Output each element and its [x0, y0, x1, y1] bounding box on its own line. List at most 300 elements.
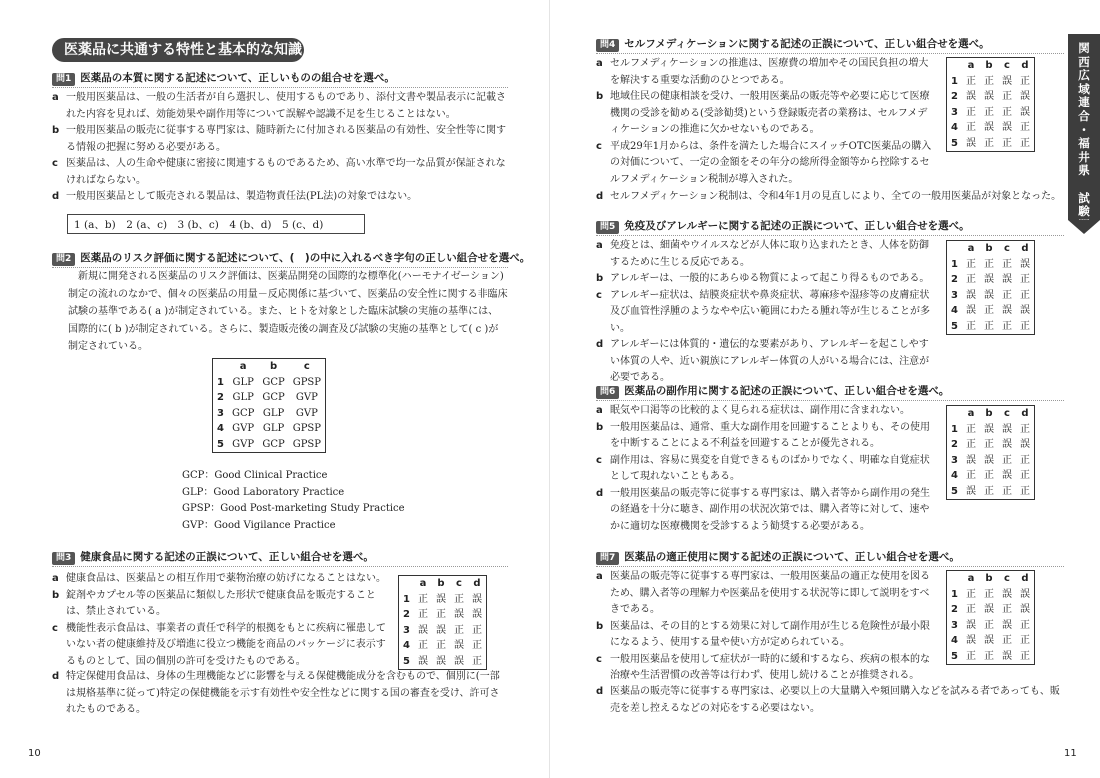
table-cell: 正	[435, 609, 446, 620]
question-4	[596, 36, 1064, 54]
question-7	[596, 549, 1064, 567]
statement-d: d アレルギーには体質的・遺伝的な要素があり、アレルギーを起こしやすい体質の人や、近い親族にアレルギー体質の人がいる場合には、注意が必要である。	[596, 339, 930, 383]
table-cell: 正	[1001, 635, 1012, 646]
table-cell: 誤	[983, 91, 994, 102]
side-tab-char: 験	[1078, 204, 1090, 219]
statement-b: b 一般用医薬品の販売に従事する専門家は、随時新たに付加される医薬品の有効性、安全性等に関する情報の把握に努める必要がある。	[52, 125, 506, 153]
column-header: b	[985, 60, 993, 71]
table-cell: GPSP	[292, 438, 322, 450]
question-header	[596, 383, 1064, 401]
answer-choices: 1 (a、b) 2 (a、c) 3 (b、c) 4 (b、d) 5 (c、d)	[67, 214, 365, 234]
question-1	[52, 70, 508, 206]
table-row	[947, 288, 1035, 304]
option-number: 1	[951, 75, 958, 87]
table-cell: GPSP	[292, 376, 322, 388]
option-number: 5	[951, 320, 958, 332]
question-number: 問1	[52, 73, 75, 86]
answer-table	[212, 358, 326, 453]
table-cell: 正	[965, 106, 976, 118]
option-number: 4	[951, 122, 958, 133]
side-tab-char: 県	[1078, 163, 1090, 178]
side-tab-char: 問	[1078, 217, 1090, 232]
option-number: 5	[403, 655, 410, 667]
question-2	[52, 250, 531, 356]
option-number: 4	[951, 305, 958, 316]
question-title: 医薬品の本質に関する記述について、正しいものの組合せを選べ。	[80, 72, 395, 84]
question-items	[52, 90, 508, 206]
question-3	[52, 549, 508, 567]
option-number: 5	[951, 650, 958, 662]
abbreviation: GPSP：Good Post-marketing Study Practice	[182, 503, 405, 514]
table-row	[947, 618, 1035, 634]
table-header-row	[947, 571, 1035, 587]
table-row	[399, 592, 487, 608]
option-number: 1	[951, 588, 958, 600]
statement-c: c 副作用は、容易に異変を自覚できるものばかりでなく、明確な自覚症状として現れないこともある。	[596, 454, 930, 482]
table-cell: 誤	[1001, 122, 1012, 133]
right-page	[550, 0, 1100, 778]
option-number: 4	[951, 470, 958, 481]
table-cell: 誤	[1019, 588, 1030, 600]
table-row	[947, 602, 1035, 618]
table-cell: 誤	[1019, 305, 1030, 316]
table-cell: 正	[1001, 454, 1012, 466]
table-cell: 正	[965, 122, 976, 133]
option-number: 3	[951, 619, 958, 631]
side-tab-char	[1082, 178, 1086, 192]
table-cell: 正	[965, 258, 976, 270]
table-cell: 誤	[417, 624, 428, 636]
column-header: d	[1021, 243, 1029, 254]
question-header	[52, 70, 508, 88]
section-title: 医薬品に共通する特性と基本的な知識	[52, 38, 304, 62]
table-cell: 正	[453, 624, 464, 636]
table-cell: 誤	[453, 609, 464, 620]
option-number: 4	[217, 423, 224, 434]
table-cell: 誤	[1019, 106, 1030, 118]
table-cell: GLP	[232, 376, 254, 388]
table-cell: 正	[965, 470, 976, 481]
table-cell: 正	[1019, 320, 1030, 332]
question-items	[596, 403, 936, 535]
table-cell: 正	[965, 650, 976, 662]
option-number: 3	[951, 289, 958, 301]
option-number: 3	[403, 624, 410, 636]
table-row	[947, 319, 1035, 335]
statement-d: d 一般用医薬品の販売等に従事する専門家は、購入者等から副作用の発生の経過を十分に聴き、副作用の状況次第では、購入者等に対して、速やかに適切な医療機関を受診するよう勧奨する必要がある。	[596, 487, 930, 532]
column-header: b	[269, 361, 278, 372]
table-cell: 誤	[1001, 423, 1012, 435]
question-header	[596, 36, 1064, 54]
statement-b: b 地域住民の健康相談を受け、一般用医薬品の販売等や必要に応じて医療機関の受診を勧める(受診勧奨)という登録販売者の業務は、セルフメディケーションの推進に欠かせないものである。	[596, 91, 930, 135]
answer-table	[946, 405, 1035, 500]
table-cell: GVP	[232, 438, 255, 450]
option-number: 2	[951, 274, 958, 285]
table-row	[947, 257, 1035, 273]
table-cell: 誤	[435, 655, 446, 667]
option-number: 5	[217, 438, 224, 450]
question-header	[52, 250, 531, 268]
table-cell: 正	[983, 485, 994, 497]
table-cell: 正	[983, 106, 994, 118]
table-header-row	[213, 359, 326, 375]
question-5	[596, 218, 1064, 236]
table-cell: GVP	[295, 392, 318, 403]
table-cell: GCP	[262, 438, 285, 450]
statement-d: d 医薬品の販売等に従事する専門家は、必要以上の大量購入や頻回購入などを試みる者であっても、販売を差し控えるなどの対応をする必要はない。	[596, 686, 1060, 714]
table-cell: 誤	[983, 122, 994, 133]
table-header-row	[947, 241, 1035, 257]
column-header: a	[239, 361, 247, 372]
question-number: 問6	[596, 386, 619, 399]
column-header: c	[303, 361, 310, 372]
table-cell: 正	[1001, 289, 1012, 301]
side-tab-char: 連	[1078, 95, 1090, 110]
statement-a: a 眠気や口渇等の比較的よく見られる症状は、副作用に含まれない。	[596, 405, 910, 416]
abbreviation: GLP：Good Laboratory Practice	[182, 486, 345, 498]
table-row	[947, 468, 1035, 484]
table-cell: 誤	[983, 635, 994, 646]
side-tab-arrow	[1068, 217, 1100, 234]
table-cell: GCP	[231, 407, 255, 419]
question-items	[596, 189, 1066, 206]
table-row	[399, 623, 487, 639]
option-number: 2	[951, 91, 958, 102]
column-header: b	[985, 573, 993, 584]
table-cell: GPSP	[292, 423, 322, 434]
column-header: d	[1021, 408, 1029, 419]
side-tab-char: 井	[1078, 149, 1090, 164]
question-number: 問3	[52, 552, 75, 565]
question-6	[596, 383, 1064, 401]
table-row	[947, 484, 1035, 500]
question-items	[596, 569, 936, 685]
statement-b: b 錠剤やカプセル等の医薬品に類似した形状で健康食品を販売することは、禁止されている。	[52, 589, 376, 617]
table-cell: 正	[965, 588, 976, 600]
table-cell: 誤	[965, 289, 976, 301]
page-number: 10	[28, 748, 41, 759]
column-header	[947, 241, 962, 257]
table-cell: GLP	[262, 407, 285, 419]
column-header: b	[437, 578, 445, 589]
table-cell: 誤	[471, 609, 482, 620]
table-row	[947, 136, 1035, 152]
table-cell: 誤	[1019, 439, 1030, 450]
table-cell: 正	[417, 640, 428, 651]
table-cell: 正	[1019, 122, 1030, 133]
column-header: a	[967, 408, 975, 419]
table-cell: GCP	[262, 392, 285, 403]
side-tab-char: 広	[1078, 68, 1090, 83]
side-tab-char: 試	[1078, 190, 1090, 205]
answer-table	[946, 570, 1035, 665]
side-tab-char: 関	[1078, 41, 1090, 55]
table-cell: 正	[983, 305, 994, 316]
table-cell: 正	[965, 604, 976, 615]
table-cell: 正	[417, 593, 428, 605]
statement-d: d 特定保健用食品は、身体の生理機能などに影響を与える保健機能成分を含むもので、個別に(一部は規格基準に従って)特定の保健機能を示す有効性や安全性などに関する国の審査を受け、許可されたものである。	[52, 671, 500, 715]
table-cell: 正	[417, 609, 428, 620]
page-number: 11	[1064, 748, 1077, 759]
statement-d: d セルフメディケーション税制は、令和4年1月の見直しにより、全ての一般用医薬品が対象となった。	[596, 191, 1062, 202]
table-cell: 正	[1019, 454, 1030, 466]
table-cell: 誤	[965, 485, 976, 497]
table-cell: 誤	[965, 305, 976, 316]
answer-table	[946, 240, 1035, 335]
option-number: 1	[951, 258, 958, 270]
table-row	[213, 406, 326, 422]
side-tab-char: 題	[1078, 231, 1090, 246]
table-cell: 正	[1019, 635, 1030, 646]
table-cell: 正	[1019, 485, 1030, 497]
table-cell: 誤	[471, 593, 482, 605]
table-row	[213, 437, 326, 453]
table-cell: 正	[1019, 470, 1030, 481]
table-row	[399, 607, 487, 623]
table-cell: 誤	[1001, 305, 1012, 316]
statement-a: a 一般用医薬品は、一般の生活者が自ら選択し、使用するものであり、添付文書や製品表示に記載された内容を見れば、効能効果や副作用等について誤解や認識不足を生じることはない。	[52, 92, 506, 120]
statement-c: c 平成29年1月からは、条件を満たした場合にスイッチOTC医薬品の購入の対価について、一定の金額をその年分の総所得金額等から控除するセルフメディケーション税制が導入された。	[596, 140, 932, 185]
table-row	[947, 89, 1035, 105]
table-cell: GLP	[262, 423, 285, 434]
table-cell: GVP	[295, 407, 318, 419]
table-cell: 正	[1001, 320, 1012, 332]
table-cell: 誤	[965, 619, 976, 631]
table-row	[213, 390, 326, 406]
statement-a: a セルフメディケーションの推進は、医療費の増加やその国民負担の増大を解決する重要な活動のひとつである。	[596, 58, 929, 86]
question-items	[52, 571, 392, 670]
table-cell: 正	[435, 640, 446, 651]
table-cell: 正	[1001, 137, 1012, 149]
table-cell: 正	[983, 75, 994, 87]
table-cell: 誤	[1019, 604, 1030, 615]
table-header-row	[947, 406, 1035, 422]
table-cell: 正	[1001, 106, 1012, 118]
question-title: 免疫及びアレルギーに関する記述の正誤について、正しい組合せを選べ。	[624, 220, 970, 232]
table-row	[947, 74, 1035, 90]
statement-a: a 健康食品は、医薬品との相互作用で薬物治療の妨げになることはない。	[52, 573, 386, 584]
column-header: d	[1021, 573, 1029, 584]
table-cell: 誤	[965, 454, 976, 466]
question-title: 医薬品のリスク評価に関する記述について、( )の中に入れるべき字句の正しい組合せを選べ。	[80, 252, 531, 264]
statement-b: b 医薬品は、その目的とする効果に対して副作用が生じる危険性が最小限になるよう、使用する量や使い方が定められている。	[596, 620, 930, 648]
column-header: c	[1004, 408, 1010, 419]
question-title: セルフメディケーションに関する記述の正誤について、正しい組合せを選べ。	[624, 38, 990, 50]
question-header	[52, 549, 508, 567]
option-number: 2	[403, 609, 410, 620]
question-number: 問2	[52, 253, 75, 266]
column-header	[947, 406, 962, 422]
table-row	[399, 654, 487, 670]
option-number: 2	[951, 604, 958, 615]
table-cell: 正	[1019, 423, 1030, 435]
column-header	[947, 58, 962, 74]
column-header: d	[1021, 60, 1029, 71]
question-number: 問4	[596, 39, 619, 52]
column-header: a	[967, 573, 975, 584]
table-cell: 正	[983, 439, 994, 450]
statement-c: c 医薬品は、人の生命や健康に密接に関連するものであるため、高い水準で均一な品質が保証されなければならない。	[52, 158, 506, 186]
column-header	[399, 576, 414, 592]
option-number: 4	[951, 635, 958, 646]
table-row	[947, 649, 1035, 665]
table-cell: 誤	[1001, 588, 1012, 600]
option-number: 1	[951, 423, 958, 435]
side-tab-char: ・	[1078, 122, 1090, 137]
table-cell: 正	[983, 258, 994, 270]
table-cell: 誤	[1001, 470, 1012, 481]
table-cell: 誤	[983, 423, 994, 435]
statement-c: c アレルギー症状は、結膜炎症状や鼻炎症状、蕁麻疹や湿疹等の皮膚症状及び血管性浮腫のようなやや広い範囲にわたる腫れ等が生じることが多い。	[596, 289, 930, 334]
table-cell: 誤	[965, 137, 976, 149]
option-number: 2	[217, 392, 224, 403]
question-items	[52, 669, 508, 719]
abbreviation: GVP：Good Vigilance Practice	[182, 519, 336, 531]
table-row	[947, 303, 1035, 319]
option-number: 3	[951, 106, 958, 118]
table-cell: 正	[983, 650, 994, 662]
table-cell: 誤	[435, 624, 446, 636]
column-header: a	[419, 578, 427, 589]
table-cell: 誤	[983, 289, 994, 301]
column-header: b	[985, 243, 993, 254]
table-cell: 誤	[435, 593, 446, 605]
side-tab-char: 西	[1078, 54, 1090, 69]
option-number: 2	[951, 439, 958, 450]
option-number: 1	[403, 593, 410, 605]
statement-c: c 機能性表示食品は、事業者の責任で科学的根拠をもとに疾病に罹患していない者の健康維持及び増進に役立つ機能を商品のパッケージに表示するものとして、国の個別の許可を受けたものである。	[52, 622, 386, 667]
question-header	[596, 218, 1064, 236]
table-cell: 誤	[1001, 650, 1012, 662]
table-cell: 正	[965, 423, 976, 435]
statement-c: c 一般用医薬品を使用して症状が一時的に緩和するなら、疾病の根本的な治療や生活習慣の改善等は行わず、使用し続けることが推奨される。	[596, 653, 930, 681]
table-row	[947, 120, 1035, 136]
table-cell: 正	[1001, 485, 1012, 497]
table-cell: 正	[965, 274, 976, 285]
table-row	[947, 437, 1035, 453]
column-header: c	[1004, 60, 1010, 71]
table-cell: 正	[1019, 274, 1030, 285]
table-cell: 正	[471, 655, 482, 667]
table-cell: 正	[1001, 604, 1012, 615]
table-cell: 正	[965, 75, 976, 87]
table-cell: 正	[983, 320, 994, 332]
question-number: 問5	[596, 221, 619, 234]
table-row	[213, 375, 326, 391]
table-cell: 誤	[983, 604, 994, 615]
column-header	[947, 571, 962, 587]
table-row	[947, 105, 1035, 121]
question-paragraph: 新規に開発される医薬品のリスク評価は、医薬品開発の国際的な標準化(ハーモナイゼーション)制定の流れのなかで、個々の医薬品の用量－反応関係に基づいて、医薬品の安全性に関する非臨床試験の基準である( a )が制定されている。また、ヒトを対象とした臨床試験の実施の基準には、国際的に( b )が制定されている。さらに、製造販売後の調査及び試験の実施の基準として( c )が制定されている。	[68, 271, 508, 352]
table-cell: GVP	[232, 423, 255, 434]
column-header: b	[985, 408, 993, 419]
chapter-side-tab	[1068, 34, 1100, 246]
column-header	[213, 359, 228, 375]
table-row	[947, 633, 1035, 649]
question-title: 健康食品に関する記述の正誤について、正しい組合せを選べ。	[80, 551, 374, 563]
table-cell: 正	[1019, 289, 1030, 301]
statement-d: d 一般用医薬品として販売される製品は、製造物責任法(PL法)の対象ではない。	[52, 191, 418, 202]
table-cell: 誤	[1001, 75, 1012, 87]
table-cell: 正	[983, 470, 994, 481]
table-cell: 正	[1001, 258, 1012, 270]
option-number: 3	[217, 407, 224, 419]
option-number: 4	[403, 640, 410, 651]
table-header-row	[947, 58, 1035, 74]
table-row	[399, 638, 487, 654]
table-cell: 正	[1019, 137, 1030, 149]
table-cell: 誤	[965, 635, 976, 646]
question-items	[596, 684, 1066, 717]
table-cell: GCP	[262, 376, 285, 388]
side-tab-char: 域	[1078, 81, 1090, 96]
question-number: 問7	[596, 552, 619, 565]
table-row	[213, 421, 326, 437]
table-row	[947, 422, 1035, 438]
statement-a: a 免疫とは、細菌やウイルスなどが人体に取り込まれたとき、人体を防御するために生じる反応である。	[596, 240, 929, 268]
table-row	[947, 453, 1035, 469]
table-cell: 誤	[983, 454, 994, 466]
table-cell: 誤	[1001, 619, 1012, 631]
table-cell: 正	[965, 439, 976, 450]
table-cell: 正	[471, 640, 482, 651]
table-row	[947, 272, 1035, 288]
column-header: c	[456, 578, 462, 589]
table-cell: 誤	[965, 91, 976, 102]
table-header-row	[399, 576, 487, 592]
table-row	[947, 587, 1035, 603]
table-cell: 誤	[1001, 439, 1012, 450]
question-items	[596, 56, 936, 188]
table-cell: 正	[471, 624, 482, 636]
option-number: 5	[951, 485, 958, 497]
table-cell: GLP	[232, 392, 254, 403]
table-cell: 正	[983, 137, 994, 149]
table-cell: 正	[1019, 619, 1030, 631]
table-cell: 誤	[453, 640, 464, 651]
abbreviation-list	[182, 468, 405, 534]
table-cell: 誤	[453, 655, 464, 667]
question-title: 医薬品の適正使用に関する記述の正誤について、正しい組合せを選べ。	[624, 551, 960, 563]
abbreviation: GCP：Good Clinical Practice	[182, 470, 328, 481]
column-header: c	[1004, 243, 1010, 254]
side-tab-char: 合	[1078, 108, 1090, 123]
column-header: c	[1004, 573, 1010, 584]
table-cell: 正	[983, 619, 994, 631]
table-cell: 正	[965, 320, 976, 332]
table-cell: 誤	[1019, 91, 1030, 102]
column-header: a	[967, 60, 975, 71]
option-number: 5	[951, 137, 958, 149]
column-header: a	[967, 243, 975, 254]
question-title: 医薬品の副作用に関する記述の正誤について、正しい組合せを選べ。	[624, 385, 950, 397]
table-cell: 正	[1019, 650, 1030, 662]
statement-b: b アレルギーは、一般的にあらゆる物質によって起こり得るものである。	[596, 273, 930, 284]
table-cell: 誤	[1001, 274, 1012, 285]
table-cell: 正	[453, 593, 464, 605]
table-cell: 正	[983, 588, 994, 600]
answer-table	[398, 575, 487, 670]
question-items	[596, 238, 936, 387]
answer-table	[946, 57, 1035, 152]
statement-a: a 医薬品の販売等に従事する専門家は、一般用医薬品の適正な使用を図るため、購入者等の理解力や医薬品を使用する状況等に即して説明をすべきである。	[596, 571, 930, 615]
column-header: d	[473, 578, 481, 589]
side-tab-char: 福	[1078, 136, 1090, 151]
table-cell: 正	[1019, 75, 1030, 87]
question-header	[596, 549, 1064, 567]
table-cell: 誤	[417, 655, 428, 667]
statement-b: b 一般用医薬品は、通常、重大な副作用を回避することよりも、その使用を中断することによる不利益を回避することが優先される。	[596, 421, 930, 449]
